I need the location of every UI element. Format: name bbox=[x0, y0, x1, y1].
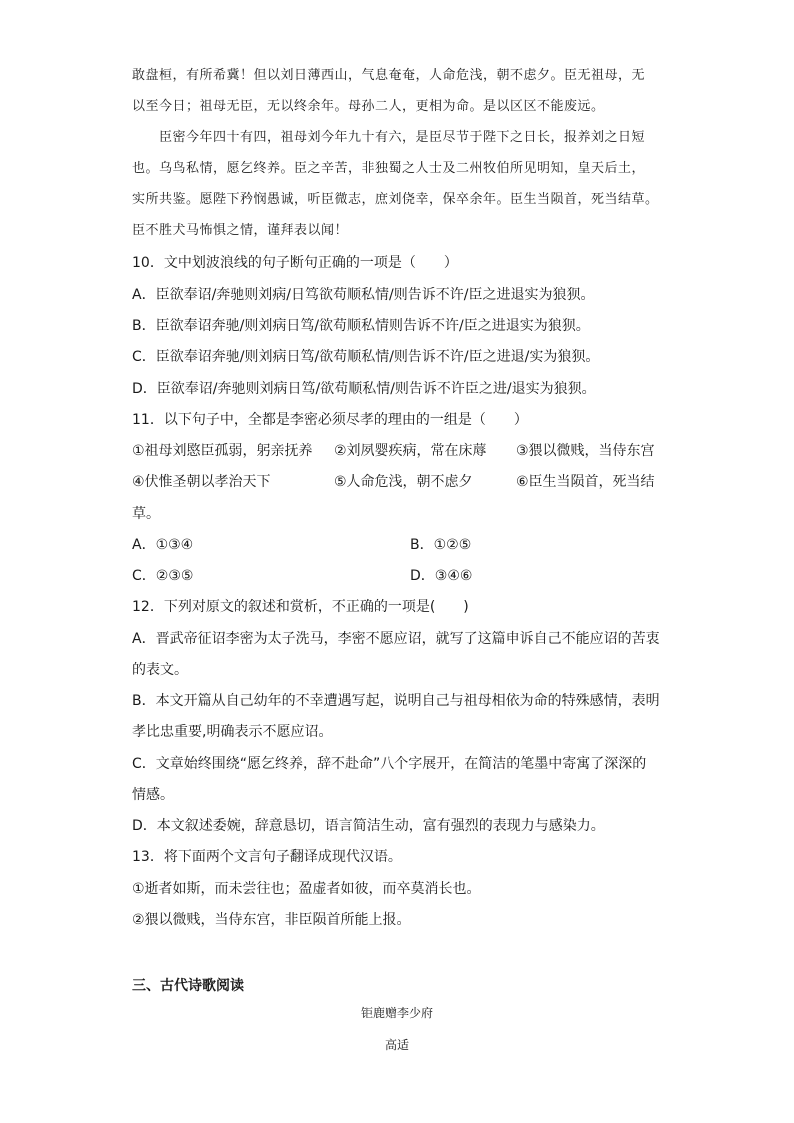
question-12-option-b-continued: 孝比忠重要,明确表示不愿应诏。 bbox=[132, 724, 333, 740]
passage-line: 实所共鉴。愿陛下矜悯愚诚，听臣微志，庶刘侥幸，保卒余年。臣生当陨首，死当结草。 bbox=[132, 192, 659, 207]
question-11-option-b: B．①②⑤ bbox=[410, 537, 472, 553]
question-12-option-d: D．本文叙述委婉，辞意恳切，语言简洁生动，富有强烈的表现力与感染力。 bbox=[132, 818, 605, 834]
question-11-option-d: D．③④⑥ bbox=[410, 568, 473, 584]
passage-line: 敢盘桓，有所希冀！但以刘日薄西山，气息奄奄，人命危浅，朝不虑夕。臣无祖母，无 bbox=[132, 68, 646, 83]
question-13-sentence-2: ②猥以微贱，当侍东宫，非臣陨首所能上报。 bbox=[132, 912, 411, 928]
question-11-option-c: C．②③⑤ bbox=[132, 568, 194, 584]
question-12-option-b: B．本文开篇从自己幼年的不幸遭遇写起，说明自己与祖母相依为命的特殊感情，表明 bbox=[132, 693, 660, 709]
question-11-item-3: ③猥以微贱，当侍东宫 bbox=[516, 443, 655, 459]
question-10-option-a: A．臣欲奉诏/奔驰则刘病/日笃欲苟顺私情/则告诉不许/臣之进退实为狼狈。 bbox=[132, 287, 595, 303]
question-13-stem: 13．将下面两个文言句子翻译成现代汉语。 bbox=[132, 849, 402, 865]
question-10-option-c: C．臣欲奉诏奔驰/则刘病日笃/欲苟顺私情/则告诉不许/臣之进退/实为狼狈。 bbox=[132, 349, 600, 365]
question-11-item-4: ④伏惟圣朝以孝治天下 bbox=[132, 474, 271, 490]
passage-line: 臣密今年四十有四，祖母刘今年九十有六，是臣尽节于陛下之日长，报养刘之日短 bbox=[132, 130, 646, 145]
question-10-option-b: B．臣欲奉诏奔驰/则刘病日笃/欲苟顺私情则告诉不许/臣之进退实为狼狈。 bbox=[132, 318, 590, 334]
question-11-option-a: A．①③④ bbox=[132, 537, 194, 553]
question-11-item-6: ⑥臣生当陨首，死当结 bbox=[516, 474, 655, 490]
poem-author: 高适 bbox=[384, 1038, 409, 1052]
passage-line: 臣不胜犬马怖惧之情，谨拜表以闻！ bbox=[132, 223, 349, 238]
question-11-stem: 11．以下句子中，全都是李密必须尽孝的理由的一组是（ ） bbox=[132, 412, 528, 428]
question-13-sentence-1: ①逝者如斯，而未尝往也；盈虚者如彼，而卒莫消长也。 bbox=[132, 881, 481, 897]
poem-title: 钜鹿赠李少府 bbox=[360, 1006, 433, 1020]
question-10-stem: 10．文中划波浪线的句子断句正确的一项是（ ） bbox=[132, 255, 458, 271]
question-11-item-6-continued: 草。 bbox=[132, 506, 160, 522]
question-11-item-1: ①祖母刘愍臣孤弱，躬亲抚养 bbox=[132, 443, 313, 459]
passage-line: 也。乌鸟私情，愿乞终养。臣之辛苦，非独蜀之人士及二州牧伯所见明知，皇天后土， bbox=[132, 161, 646, 176]
question-12-stem: 12．下列对原文的叙述和赏析，不正确的一项是( ) bbox=[132, 599, 469, 615]
question-12-option-a-continued: 的表文。 bbox=[132, 662, 188, 678]
section-heading: 三、古代诗歌阅读 bbox=[132, 978, 244, 994]
question-12-option-a: A．晋武帝征诏李密为太子洗马，李密不愿应诏，就写了这篇申诉自己不能应诏的苦衷 bbox=[132, 631, 660, 647]
question-12-option-c: C．文章始终围绕“愿乞终养，辞不赴命”八个字展开，在简洁的笔墨中寄寓了深深的 bbox=[132, 756, 647, 772]
question-11-item-2: ②刘夙婴疾病，常在床蓐 bbox=[334, 443, 487, 459]
question-10-option-d: D．臣欲奉诏/奔驰则刘病日笃/欲苟顺私情/则告诉不许臣之进/退实为狼狈。 bbox=[132, 381, 596, 397]
passage-line: 以至今日；祖母无臣，无以终余年。母孙二人，更相为命。是以区区不能废远。 bbox=[132, 99, 605, 114]
question-11-item-5: ⑤人命危浅，朝不虑夕 bbox=[334, 474, 473, 490]
question-12-option-c-continued: 情感。 bbox=[132, 787, 174, 803]
